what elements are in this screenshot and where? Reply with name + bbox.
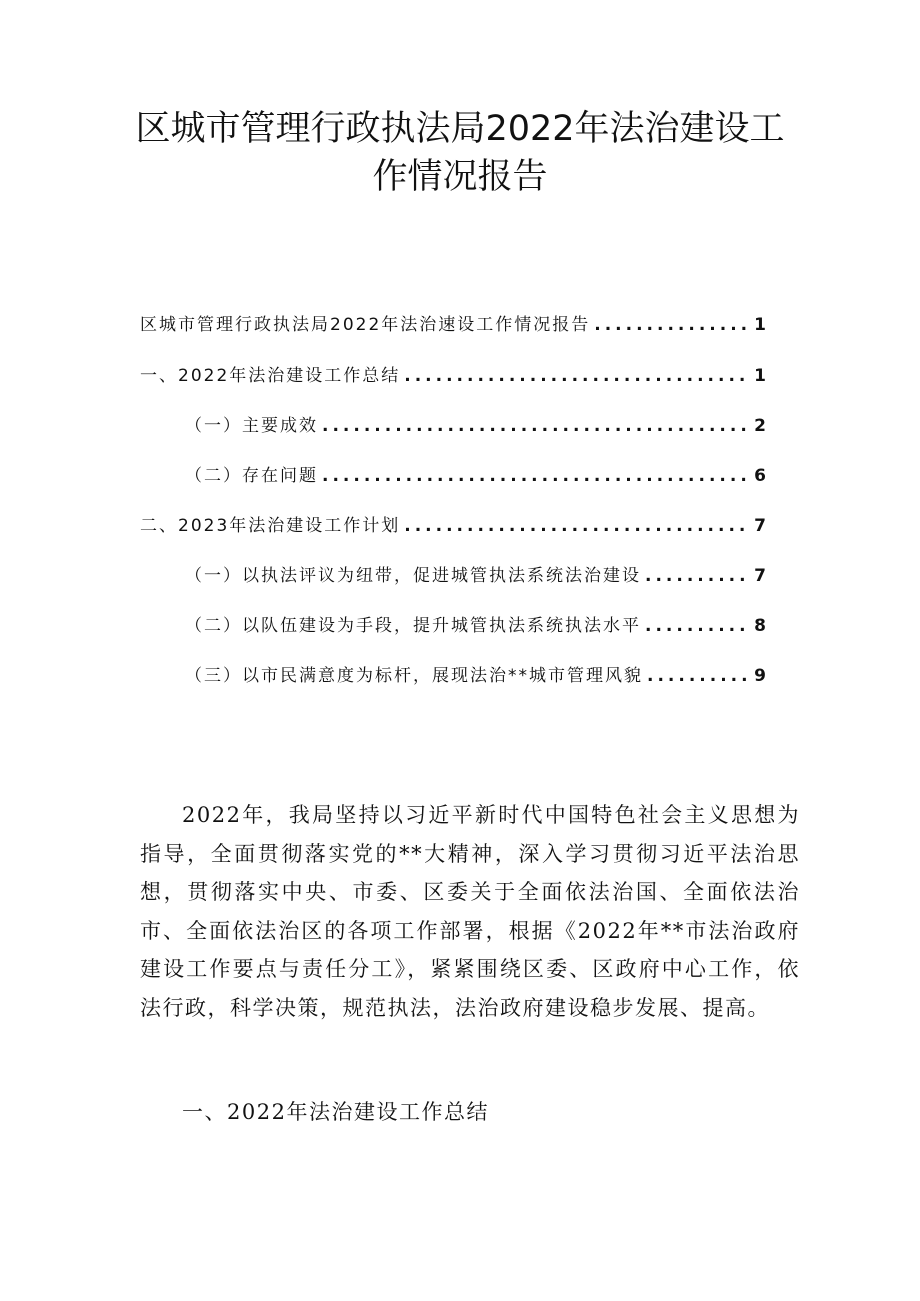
toc-page-number: 7 [754, 516, 768, 536]
toc-page-number: 1 [754, 366, 768, 386]
toc-entry[interactable] [140, 361, 768, 391]
toc-leader-dots [404, 366, 750, 386]
toc-page-number: 1 [754, 315, 768, 335]
document-title [100, 105, 820, 201]
section-heading: 一、2022年法治建设工作总结 [182, 1100, 489, 1124]
toc-entry-label: 一、2022年法治建设工作总结 [140, 366, 401, 386]
toc-entry-label: （三）以市民满意度为标杆，展现法治**城市管理风貌 [185, 666, 643, 686]
toc-page-number: 9 [754, 666, 768, 686]
toc-leader-dots [322, 466, 750, 486]
toc-entry-label: （一）主要成效 [185, 416, 318, 436]
toc-leader-dots [404, 516, 750, 536]
title-line-1: 区城市管理行政执法局2022年法治建设工 [135, 109, 785, 149]
toc-leader-dots [645, 616, 750, 636]
toc-entry-label: （二）以队伍建设为手段，提升城管执法系统执法水平 [185, 616, 641, 636]
toc-entry-label: （二）存在问题 [185, 466, 318, 486]
toc-entry[interactable] [185, 461, 768, 491]
toc-entry-label: （一）以执法评议为纽带，促进城管执法系统法治建设 [185, 566, 641, 586]
toc-entry[interactable] [185, 611, 768, 641]
title-line-2: 作情况报告 [372, 157, 548, 197]
toc-leader-dots [645, 566, 750, 586]
toc-leader-dots [322, 416, 750, 436]
toc-entry-label: 二、2023年法治建设工作计划 [140, 516, 401, 536]
toc-page-number: 7 [754, 566, 768, 586]
toc-page-number: 8 [754, 616, 768, 636]
toc-entry[interactable] [185, 661, 768, 691]
toc-leader-dots [594, 315, 750, 335]
toc-entry[interactable] [140, 310, 768, 340]
toc-entry[interactable] [185, 561, 768, 591]
toc-entry-label: 区城市管理行政执法局2022年法治速设工作情况报告 [140, 315, 591, 335]
body-paragraph: 2022年，我局坚持以习近平新时代中国特色社会主义思想为指导，全面贯彻落实党的**大精神，深入学习贯彻习近平法治思想，贯彻落实中央、市委、区委关于全面依法治国、全面依法治市、全面依法治区的各项工作部署，根据《2022年**市法治政府建设工作要点与责任分工》，紧紧围绕区委、区政府中心工作，依法行政，科学决策，规范执法，法治政府建设稳步发展、提高。 [140, 803, 800, 1020]
toc-page-number: 6 [754, 466, 768, 486]
toc-entry[interactable] [140, 511, 768, 541]
toc-leader-dots [647, 666, 750, 686]
toc-page-number: 2 [754, 416, 768, 436]
toc-entry[interactable] [185, 411, 768, 441]
